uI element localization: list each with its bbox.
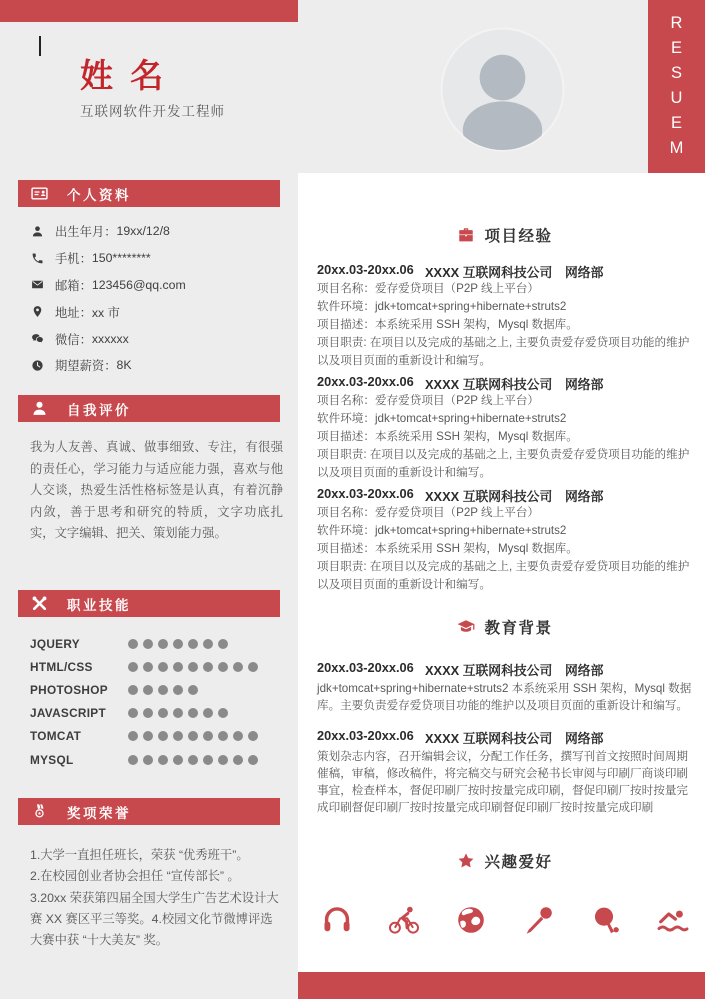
skill-level-dots (128, 755, 258, 765)
project-company: XXXX 互联网科技公司 (425, 377, 553, 392)
profile-label: 期望薪资： (55, 359, 117, 374)
skill-dot (128, 662, 138, 672)
skill-dot (158, 731, 168, 741)
medal-icon (31, 803, 48, 820)
id-card-icon (31, 185, 48, 202)
skill-row (30, 678, 280, 701)
project-entry-heading (317, 374, 693, 392)
profile-row (31, 298, 280, 325)
project-detail-line: 项目职责: 在项目以及完成的基础之上, 主要负责爱存爱贷项目功能的维护以及项目页面的重新设计和编写。 (317, 448, 690, 479)
education-description: 策划杂志内容，召开编辑会议，分配工作任务，撰写刊首文按照时间周期催稿，审稿，修改稿件，将完稿交与研究会秘书长审阅与印刷厂商谈印刷事宜，检查样本，督促印刷厂按时按量完成印刷，督促印刷厂按时按量完成印刷督促印刷厂按时按量完成印刷督促印刷厂按时按量完成印刷 (317, 750, 689, 814)
user-icon (31, 225, 44, 238)
profile-rows (31, 218, 280, 379)
swimming-icon (657, 904, 689, 936)
profile-value: 19xx/12/8 (116, 224, 170, 239)
skill-dot (158, 685, 168, 695)
skill-dot (218, 662, 228, 672)
skill-dot (173, 639, 183, 649)
user-icon (31, 400, 48, 417)
skill-dot (173, 708, 183, 718)
section-awards (18, 798, 280, 951)
skill-dot (233, 755, 243, 765)
skill-name: JAVASCRIPT (30, 706, 106, 721)
project-detail-line: 项目描述：本系统采用 SSH 架构，Mysql 数据库。 (317, 318, 578, 331)
skill-dot (203, 755, 213, 765)
self-evaluation-header (18, 395, 280, 422)
education-company: XXXX 互联网科技公司 (425, 663, 553, 678)
profile-row (31, 218, 280, 245)
tools-icon (31, 595, 48, 612)
skill-dot (128, 685, 138, 695)
location-pin-icon (31, 305, 44, 318)
profile-value: 8K (116, 358, 132, 373)
project-details (317, 392, 693, 482)
education-company: XXXX 互联网科技公司 (425, 731, 553, 746)
skill-dot (188, 662, 198, 672)
profile-label: 地址： (55, 305, 92, 320)
project-detail-line: 软件环境：jdk+tomcat+spring+hibernate+struts2 (317, 412, 567, 425)
top-accent-bar (0, 0, 298, 22)
profile-row (31, 325, 280, 352)
section-education (317, 616, 693, 830)
candidate-name: 姓 名 (80, 57, 168, 94)
skill-level-dots (128, 731, 258, 741)
skill-dot (218, 731, 228, 741)
profile-row (31, 352, 280, 379)
project-detail-line: 项目名称：爱存爱贷项目（P2P 线上平台） (317, 394, 540, 407)
skill-dot (188, 731, 198, 741)
skill-dot (248, 755, 258, 765)
skill-dot (248, 731, 258, 741)
profile-label: 出生年月： (55, 225, 117, 240)
education-entry-heading (317, 660, 693, 678)
education-header (317, 616, 693, 638)
project-entry (317, 374, 693, 482)
project-department: 网络部 (565, 489, 604, 504)
skill-row (30, 655, 280, 678)
banner-letter: S (670, 64, 682, 82)
skill-dot (143, 685, 153, 695)
skill-dot (188, 708, 198, 718)
skill-dot (128, 639, 138, 649)
skill-dot (143, 731, 153, 741)
profile-value: 150******** (91, 251, 151, 266)
skill-name: HTML/CSS (30, 659, 93, 674)
left-column (0, 0, 298, 999)
avatar (440, 27, 565, 152)
skill-dot (173, 685, 183, 695)
project-company: XXXX 互联网科技公司 (425, 489, 553, 504)
education-period: 20xx.03-20xx.06 (317, 660, 414, 675)
education-title: 教育背景 (484, 620, 553, 637)
education-department: 网络部 (565, 731, 604, 746)
skill-name: MYSQL (30, 752, 74, 767)
skills-title: 职业技能 (67, 597, 131, 613)
skill-dot (128, 755, 138, 765)
skill-rows (30, 632, 280, 771)
project-period: 20xx.03-20xx.06 (317, 486, 414, 501)
skill-dot (218, 639, 228, 649)
project-department: 网络部 (565, 265, 604, 280)
text-cursor (39, 36, 41, 56)
skill-dot (203, 731, 213, 741)
skill-dot (233, 662, 243, 672)
skill-dot (143, 755, 153, 765)
profile-row (31, 272, 280, 299)
personal-info-title: 个人资料 (67, 187, 131, 203)
projects-title: 项目经验 (484, 228, 553, 245)
profile-label: 微信： (55, 332, 92, 347)
project-details (317, 280, 693, 370)
education-period: 20xx.03-20xx.06 (317, 728, 414, 743)
skill-row (30, 632, 280, 655)
project-entry-heading (317, 486, 693, 504)
skill-level-dots (128, 685, 198, 695)
skill-name: JQUERY (30, 636, 80, 651)
project-entries (317, 262, 693, 594)
awards-title: 奖项荣誉 (67, 805, 131, 821)
banner-letter: U (670, 89, 683, 107)
skill-level-dots (128, 662, 258, 672)
profile-label: 邮箱： (55, 278, 92, 293)
skill-dot (128, 731, 138, 741)
skill-dot (233, 731, 243, 741)
banner-letter: M (669, 139, 684, 157)
skill-dot (143, 662, 153, 672)
project-period: 20xx.03-20xx.06 (317, 374, 414, 389)
section-projects (317, 224, 693, 598)
skill-dot (218, 755, 228, 765)
award-line: 1.大学一直担任班长，荣获 “优秀班干”。 (30, 848, 249, 862)
resume-banner (648, 0, 705, 173)
skill-dot (188, 639, 198, 649)
profile-value: xx 市 (91, 305, 120, 320)
skills-header (18, 590, 280, 617)
project-period: 20xx.03-20xx.06 (317, 262, 414, 277)
skill-dot (188, 685, 198, 695)
awards-header (18, 798, 280, 825)
skill-dot (203, 708, 213, 718)
skill-dot (218, 708, 228, 718)
clock-icon (31, 359, 44, 372)
interests-header (317, 850, 693, 872)
project-detail-line: 项目名称：爱存爱贷项目（P2P 线上平台） (317, 506, 540, 519)
awards-list (30, 845, 284, 951)
briefcase-icon (457, 226, 475, 244)
education-description: jdk+tomcat+spring+hibernate+struts2 本系统采用 SSH 架构，Mysql 数据库。主要负责爱存爱贷项目功能的维护以及项目页面的重新设计和编写。 (317, 682, 692, 712)
skill-dot (143, 639, 153, 649)
projects-header (317, 224, 693, 246)
project-detail-line: 项目名称：爱存爱贷项目（P2P 线上平台） (317, 282, 540, 295)
phone-icon (31, 252, 44, 265)
skill-row (30, 748, 280, 771)
star-icon (457, 852, 475, 870)
education-entry (317, 728, 693, 816)
banner-letter: R (670, 14, 683, 32)
award-line: 2.在校园创业者协会担任 “宣传部长” 。 (30, 869, 240, 884)
microphone-icon (523, 904, 555, 936)
profile-value: xxxxxx (91, 331, 129, 346)
skill-row (30, 702, 280, 725)
education-department: 网络部 (565, 663, 604, 678)
envelope-icon (31, 278, 44, 291)
profile-value: 123456@qq.com (91, 277, 186, 292)
project-entry (317, 486, 693, 594)
bottom-accent-bar (298, 972, 705, 999)
education-entry-heading (317, 728, 693, 746)
self-evaluation-title: 自我评价 (67, 402, 131, 418)
skill-level-dots (128, 639, 228, 649)
section-interests (317, 850, 693, 936)
banner-letter: E (670, 39, 682, 57)
project-detail-line: 项目职责: 在项目以及完成的基础之上, 主要负责爱存爱贷项目功能的维护以及项目页面的重新设计和编写。 (317, 560, 690, 591)
section-personal-info (18, 180, 280, 379)
skill-dot (188, 755, 198, 765)
project-entry (317, 262, 693, 370)
globe-icon (455, 904, 487, 936)
skill-dot (203, 639, 213, 649)
table-tennis-icon (590, 904, 622, 936)
interest-icons-row (317, 904, 693, 936)
skill-dot (173, 662, 183, 672)
banner-letter: E (670, 114, 682, 132)
education-entries (317, 660, 693, 816)
job-title: 互联网软件开发工程师 (80, 104, 225, 119)
skill-dot (158, 639, 168, 649)
project-department: 网络部 (565, 377, 604, 392)
self-evaluation-text: 我为人友善、真诚、做事细致、专注，有很强的责任心，学习能力与适应能力强，喜欢与他人交谈，热爱生活性格标签是认真，有着沉静内敛，善于思考和研究的特质，文字功底扎实，文字编辑、把关、策划能力强。 (30, 440, 283, 541)
profile-row (31, 245, 280, 272)
skill-dot (203, 662, 213, 672)
skill-dot (158, 708, 168, 718)
skill-dot (158, 755, 168, 765)
education-entry (317, 660, 693, 714)
skill-dot (128, 708, 138, 718)
skill-dot (248, 662, 258, 672)
interests-title: 兴趣爱好 (484, 854, 553, 871)
profile-label: 手机： (55, 252, 92, 267)
wechat-icon (31, 332, 44, 345)
project-detail-line: 项目描述：本系统采用 SSH 架构，Mysql 数据库。 (317, 542, 578, 555)
skill-dot (158, 662, 168, 672)
skill-dot (173, 731, 183, 741)
award-line: 3.20xx 荣获第四届全国大学生广告艺术设计大赛 XX 赛区平三等奖。4.校园文化节微博评选大赛中获 “十大美友” 奖。 (30, 890, 279, 948)
graduation-cap-icon (457, 618, 475, 636)
project-entry-heading (317, 262, 693, 280)
project-detail-line: 项目描述：本系统采用 SSH 架构，Mysql 数据库。 (317, 430, 578, 443)
project-details (317, 504, 693, 594)
project-detail-line: 软件环境：jdk+tomcat+spring+hibernate+struts2 (317, 524, 567, 537)
headphones-icon (321, 904, 353, 936)
skill-dot (173, 755, 183, 765)
skill-level-dots (128, 708, 228, 718)
project-detail-line: 项目职责: 在项目以及完成的基础之上, 主要负责爱存爱贷项目功能的维护以及项目页面的重新设计和编写。 (317, 336, 690, 367)
section-skills (18, 590, 280, 771)
skill-dot (143, 708, 153, 718)
project-detail-line: 软件环境：jdk+tomcat+spring+hibernate+struts2 (317, 300, 567, 313)
project-company: XXXX 互联网科技公司 (425, 265, 553, 280)
skill-row (30, 725, 280, 748)
skill-name: TOMCAT (30, 729, 82, 744)
skill-name: PHOTOSHOP (30, 682, 108, 697)
cycling-icon (388, 904, 420, 936)
section-self-evaluation (18, 395, 283, 545)
personal-info-header (18, 180, 280, 207)
